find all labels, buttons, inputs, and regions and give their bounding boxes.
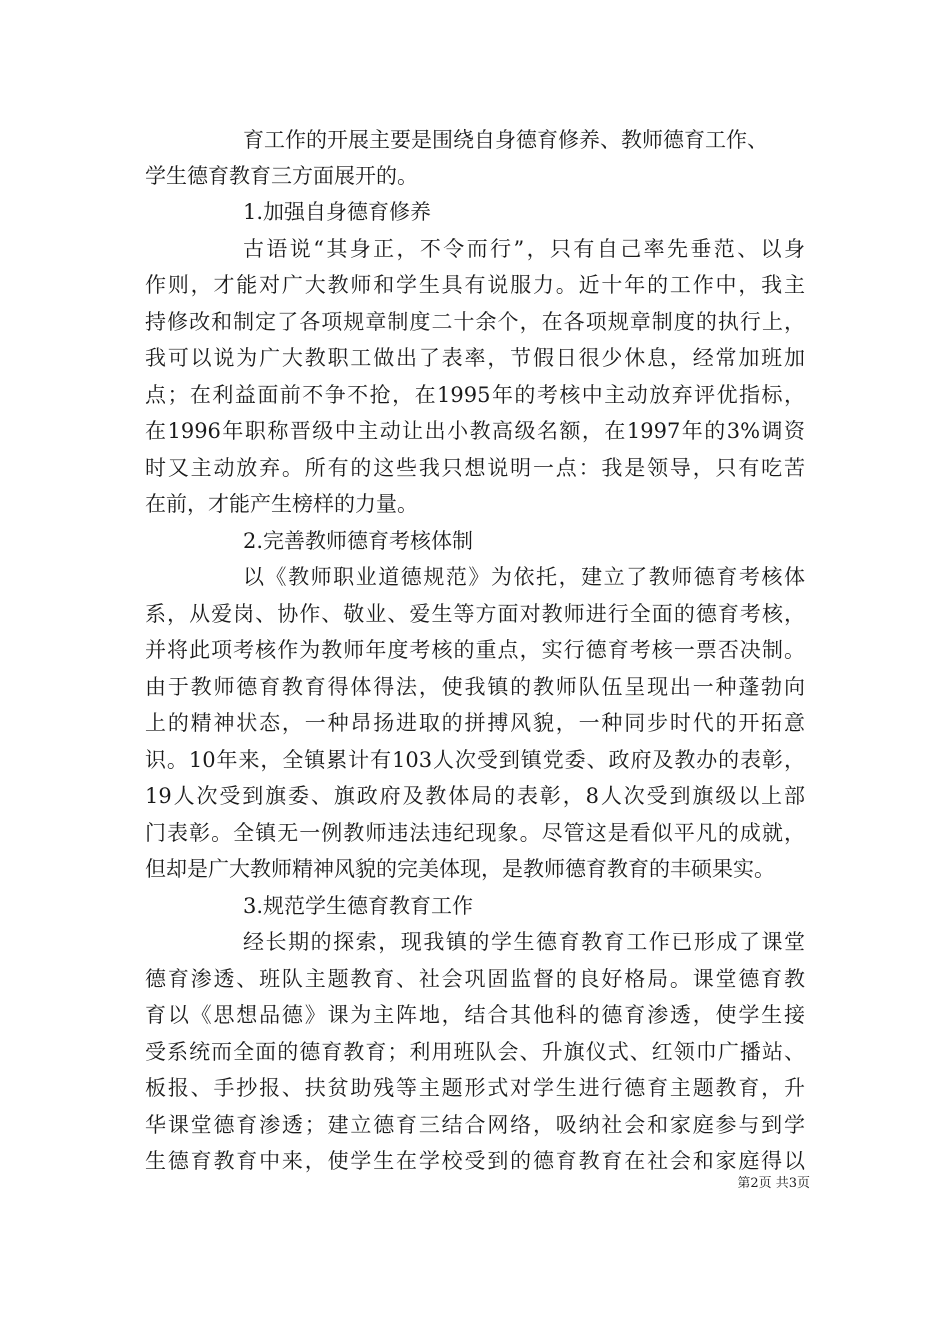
paragraph-line: 识。10年来，全镇累计有103人次受到镇党委、政府及教办的表彰， [145,748,805,772]
paragraph-line: 在1996年职称晋级中主动让出小教高级名额，在1997年的3%调资 [145,419,805,443]
paragraph-line: 由于教师德育教育得体得法，使我镇的教师队伍呈现出一种蓬勃向 [145,675,805,699]
paragraph-line: 我可以说为广大教职工做出了表率，节假日很少休息，经常加班加 [145,346,805,370]
paragraph-line: 系，从爱岗、协作、敬业、爱生等方面对教师进行全面的德育考核， [145,602,805,626]
paragraph-line: 持修改和制定了各项规章制度二十余个，在各项规章制度的执行上， [145,310,805,334]
page-number: 第2页 共3页 [737,1176,810,1191]
paragraph-line: 受系统而全面的德育教育；利用班队会、升旗仪式、红领巾广播站、 [145,1040,805,1064]
paragraph-line: 育工作的开展主要是围绕自身德育修养、教师德育工作、 [243,128,768,152]
section-heading: 1.加强自身德育修养 [243,200,432,224]
paragraph-line: 门表彰。全镇无一例教师违法违纪现象。尽管这是看似平凡的成就， [145,821,805,845]
paragraph-line: 生德育教育中来，使学生在学校受到的德育教育在社会和家庭得以 [145,1149,805,1173]
section-heading: 3.规范学生德育教育工作 [243,894,474,918]
paragraph-line: 并将此项考核作为教师年度考核的重点，实行德育考核一票否决制。 [145,638,805,662]
paragraph-line: 上的精神状态，一种昂扬进取的拼搏风貌，一种同步时代的开拓意 [145,711,805,735]
paragraph-line: 学生德育教育三方面展开的。 [145,164,418,188]
section-heading: 2.完善教师德育考核体制 [243,529,474,553]
paragraph-line: 在前，才能产生榜样的力量。 [145,492,418,516]
paragraph-line: 点；在利益面前不争不抢，在1995年的考核中主动放弃评优指标， [145,383,805,407]
paragraph-line: 但却是广大教师精神风貌的完美体现，是教师德育教育的丰硕果实。 [145,857,775,881]
paragraph-line: 板报、手抄报、扶贫助残等主题形式对学生进行德育主题教育，升 [145,1076,805,1100]
paragraph-line: 时又主动放弃。所有的这些我只想说明一点：我是领导，只有吃苦 [145,456,805,480]
paragraph-line: 育以《思想品德》课为主阵地，结合其他科的德育渗透，使学生接 [145,1003,805,1027]
paragraph-line: 19人次受到旗委、旗政府及教体局的表彰，8人次受到旗级以上部 [145,784,805,808]
paragraph-line: 古语说“其身正，不令而行”，只有自己率先垂范、以身 [243,237,805,261]
paragraph-line: 华课堂德育渗透；建立德育三结合网络，吸纳社会和家庭参与到学 [145,1113,805,1137]
paragraph-line: 德育渗透、班队主题教育、社会巩固监督的良好格局。课堂德育教 [145,967,805,991]
paragraph-line: 以《教师职业道德规范》为依托，建立了教师德育考核体 [243,565,805,589]
paragraph-line: 作则，才能对广大教师和学生具有说服力。近十年的工作中，我主 [145,273,805,297]
paragraph-line: 经长期的探索，现我镇的学生德育教育工作已形成了课堂 [243,930,805,954]
